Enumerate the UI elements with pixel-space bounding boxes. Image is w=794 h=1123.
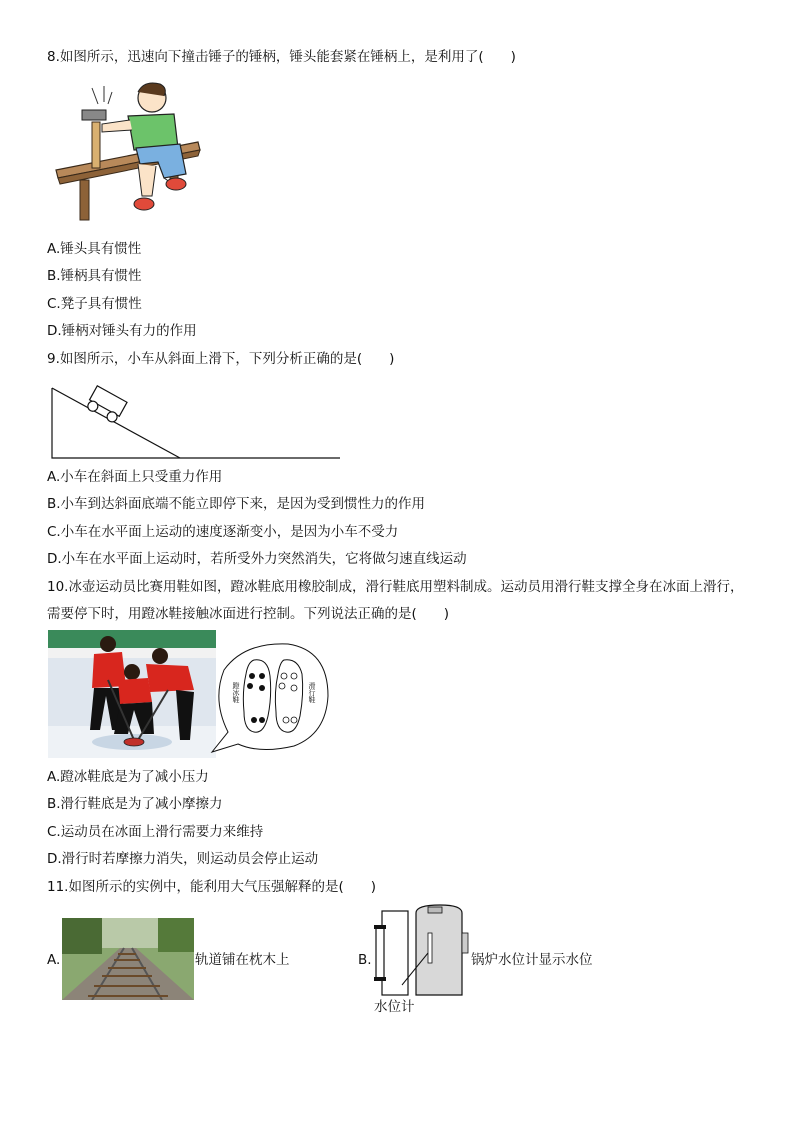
railway-photo xyxy=(62,918,194,1000)
q9-stem: 9.如图所示，小车从斜面上滑下，下列分析正确的是( ) xyxy=(47,351,395,367)
q10-option-b[interactable]: B.滑行鞋底是为了减小摩擦力 xyxy=(47,796,223,812)
boiler-figure xyxy=(372,903,472,1003)
shoe-right-label: 滑行鞋 xyxy=(308,682,316,703)
shoe-sole-diagram xyxy=(210,640,332,755)
shoe-left-label: 蹬冰鞋 xyxy=(232,682,240,703)
q9-option-d[interactable]: D.小车在水平面上运动时，若所受外力突然消失，它将做匀速直线运动 xyxy=(47,551,467,567)
q11-option-b-letter[interactable]: B. xyxy=(358,952,372,968)
q8-stem: 8.如图所示，迅速向下撞击锤子的锤柄，锤头能套紧在锤柄上，是利用了( ) xyxy=(47,49,516,65)
q11-option-a[interactable]: 轨道铺在枕木上 xyxy=(195,952,290,968)
incline-figure xyxy=(50,376,345,460)
curling-photo xyxy=(48,630,216,758)
q9-option-b[interactable]: B.小车到达斜面底端不能立即停下来，是因为受到惯性力的作用 xyxy=(47,496,426,512)
q11-option-a-letter[interactable]: A. xyxy=(47,952,61,968)
q8-option-a[interactable]: A.锤头具有惯性 xyxy=(47,241,142,257)
q10-stem-line2: 需要停下时，用蹬冰鞋接触冰面进行控制。下列说法正确的是( ) xyxy=(47,606,450,622)
q9-option-a[interactable]: A.小车在斜面上只受重力作用 xyxy=(47,469,223,485)
q11-option-b[interactable]: 锅炉水位计显示水位 xyxy=(471,952,593,968)
q11-stem: 11.如图所示的实例中，能利用大气压强解释的是( ) xyxy=(47,879,377,895)
q10-option-a[interactable]: A.蹬冰鞋底是为了减小压力 xyxy=(47,769,209,785)
q8-option-b[interactable]: B.锤柄具有惯性 xyxy=(47,268,142,284)
q9-option-c[interactable]: C.小车在水平面上运动的速度逐渐变小，是因为小车不受力 xyxy=(47,524,399,540)
gauge-label: 水位计 xyxy=(374,999,415,1015)
hammer-figure xyxy=(52,78,202,223)
q10-stem-line1: 10.冰壶运动员比赛用鞋如图，蹬冰鞋底用橡胶制成，滑行鞋底用塑料制成。运动员用滑行鞋支撑全身在冰面上滑行， xyxy=(47,579,744,595)
q8-option-c[interactable]: C.凳子具有惯性 xyxy=(47,296,142,312)
q10-option-c[interactable]: C.运动员在冰面上滑行需要力来维持 xyxy=(47,824,264,840)
q10-option-d[interactable]: D.滑行时若摩擦力消失，则运动员会停止运动 xyxy=(47,851,319,867)
q8-option-d[interactable]: D.锤柄对锤头有力的作用 xyxy=(47,323,197,339)
